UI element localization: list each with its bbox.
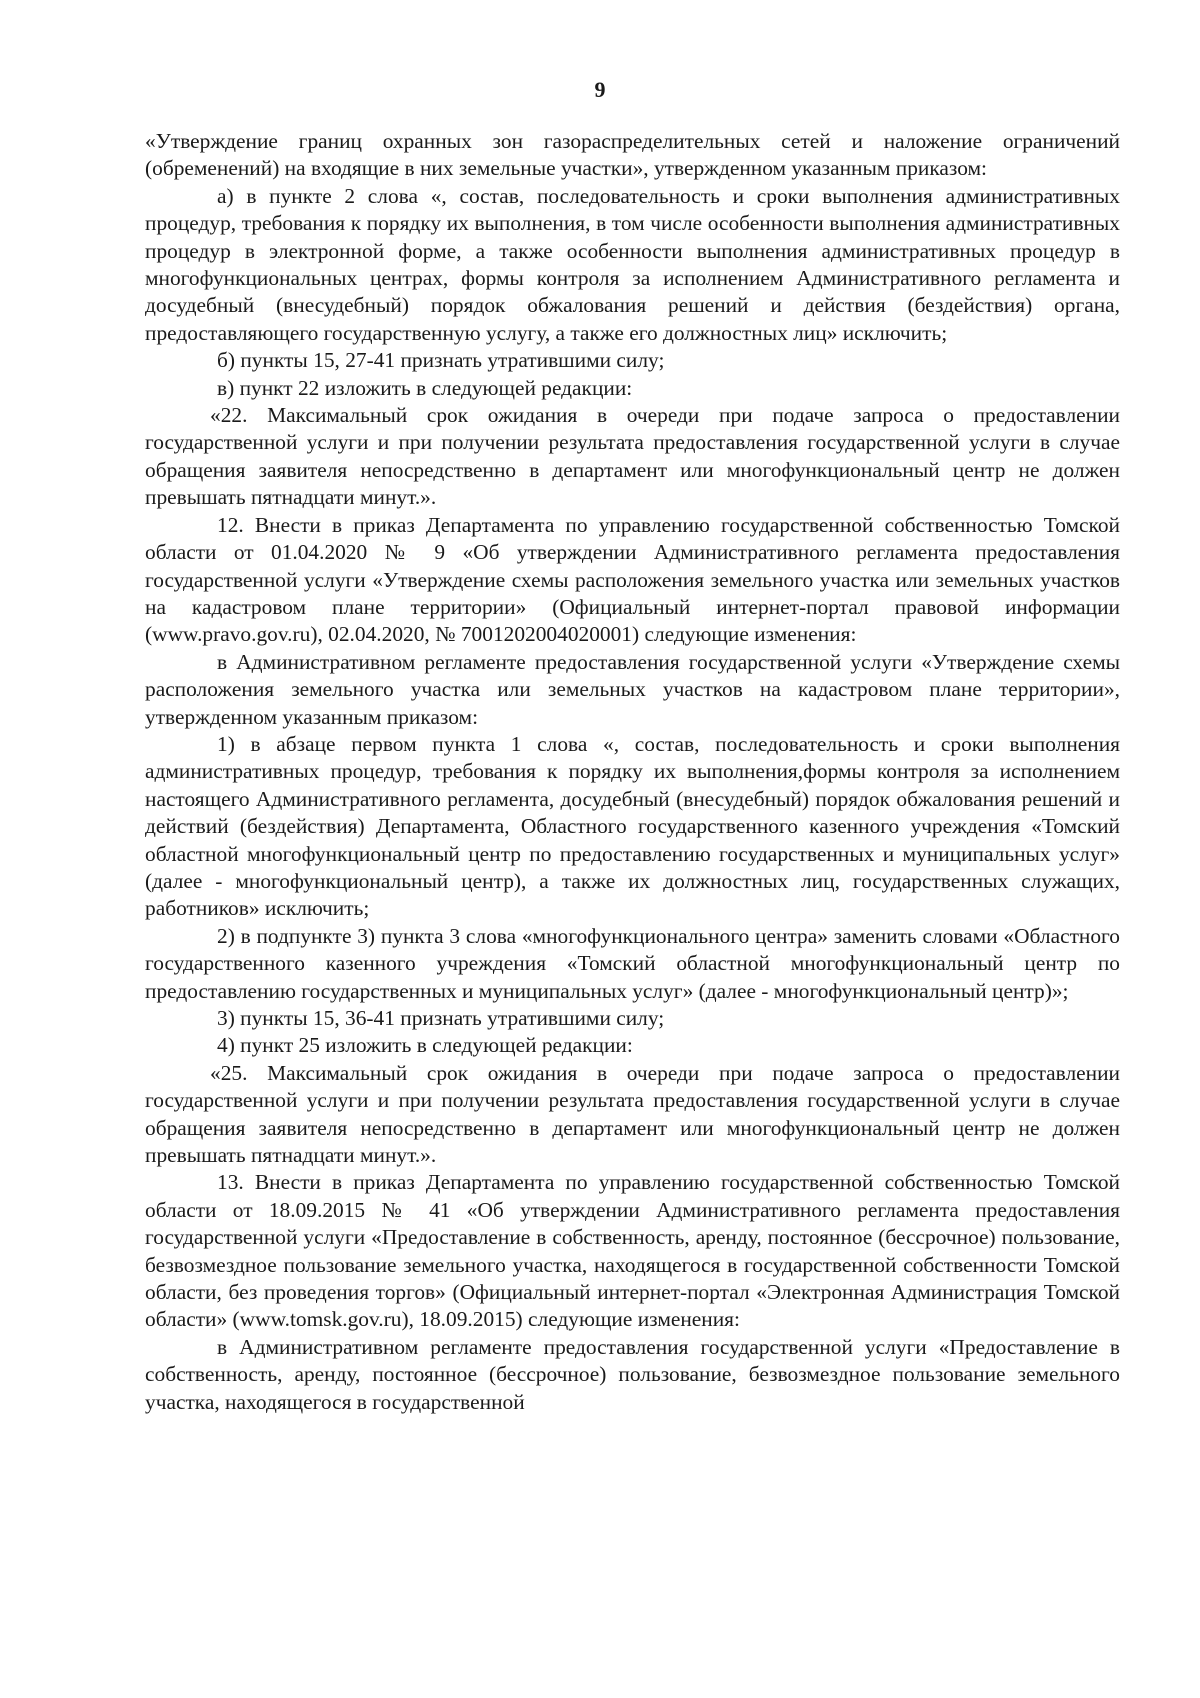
paragraph-item-a: а) в пункте 2 слова «, состав, последовательность и сроки выполнения административных процедур, требования к порядку их выполнения, в том числе особенности выполнения административных процедур в электронной форме, а также особенности выполнения административных процедур в многофункциональных центрах, формы контроля за исполнением Административного регламента и досудебный (внесудебный) порядок обжалования решений и действия (бездействия) органа, предоставляющего государственную услугу, а также его должностных лиц» исключить; xyxy=(145,183,1120,345)
document-body xyxy=(145,128,1120,1416)
paragraph-regulation-intro-12: в Административном регламенте предоставления государственной услуги «Утверждение схемы расположения земельного участка или земельных участков на кадастровом плане территории», утвержденном указанным приказом: xyxy=(145,649,1120,729)
paragraph-continuation: «Утверждение границ охранных зон газораспределительных сетей и наложение ограничений (обременений) на входящие в них земельные участки», утвержденном указанным приказом: xyxy=(145,129,1120,181)
paragraph-quote-25: «25. Максимальный срок ожидания в очереди при подаче запроса о предоставлении государственной услуги и при получении результата предоставления государственной услуги в случае обращения заявителя непосредственно в департамент или многофункциональный центр не должен превышать пятнадцати минут.». xyxy=(145,1060,1120,1168)
paragraph-section-12: 12. Внести в приказ Департамента по управлению государственной собственностью Томской области от 01.04.2020 № 9 «Об утверждении Административного регламента предоставления государственной услуги «Утверждение схемы расположения земельного участка или земельных участков на кадастровом плане территории» (Официальный интернет-портал правовой информации (www.pravo.gov.ru), 02.04.2020, № 7001202004020001) следующие изменения: xyxy=(145,512,1120,647)
paragraph-quote-22: «22. Максимальный срок ожидания в очереди при подаче запроса о предоставлении государственной услуги и при получении результата предоставления государственной услуги в случае обращения заявителя непосредственно в департамент или многофункциональный центр не должен превышать пятнадцати минут.». xyxy=(145,403,1120,510)
paragraph-item-2: 2) в подпункте 3) пункта 3 слова «многофункционального центра» заменить словами «Областного государственного казенного учреждения «Томский областной многофункциональный центр по предоставлению государственных и муниципальных услуг» (далее - многофункциональный центр)»; xyxy=(145,923,1120,1003)
paragraph-item-1: 1) в абзаце первом пункта 1 слова «, состав, последовательность и сроки выполнения административных процедур, требования к порядку их выполнения,формы контроля за исполнением настоящего Административного регламента, досудебный (внесудебный) порядок обжалования решений и действий (бездействия) Департамента, Областного государственного казенного учреждения «Томский областной многофункциональный центр по предоставлению государственных и муниципальных услуг» (далее - многофункциональный центр), а также их должностных лиц, государственных служащих, работников» исключить; xyxy=(145,731,1120,921)
paragraph-item-b: б) пункты 15, 27-41 признать утратившими силу; xyxy=(217,348,665,373)
paragraph-regulation-intro-13: в Административном регламенте предоставления государственной услуги «Предоставление в собственность, аренду, постоянное (бессрочное) пользование, безвозмездное пользование земельного участка, находящегося в государственной xyxy=(145,1334,1120,1414)
paragraph-item-v: в) пункт 22 изложить в следующей редакции: xyxy=(217,375,633,400)
page-number: 9 xyxy=(594,77,606,102)
paragraph-section-13: 13. Внести в приказ Департамента по управлению государственной собственностью Томской области от 18.09.2015 № 41 «Об утверждении Административного регламента предоставления государственной услуги «Предоставление в собственность, аренду, постоянное (бессрочное) пользование, безвозмездное пользование земельного участка, находящегося в государственной собственности Томской области, без проведения торгов» (Официальный интернет-портал «Электронная Администрация Томской области» (www.tomsk.gov.ru), 18.09.2015) следующие изменения: xyxy=(145,1170,1120,1332)
paragraph-item-3: 3) пункты 15, 36-41 признать утратившими силу; xyxy=(217,1006,665,1030)
paragraph-item-4: 4) пункт 25 изложить в следующей редакции: xyxy=(217,1033,633,1058)
